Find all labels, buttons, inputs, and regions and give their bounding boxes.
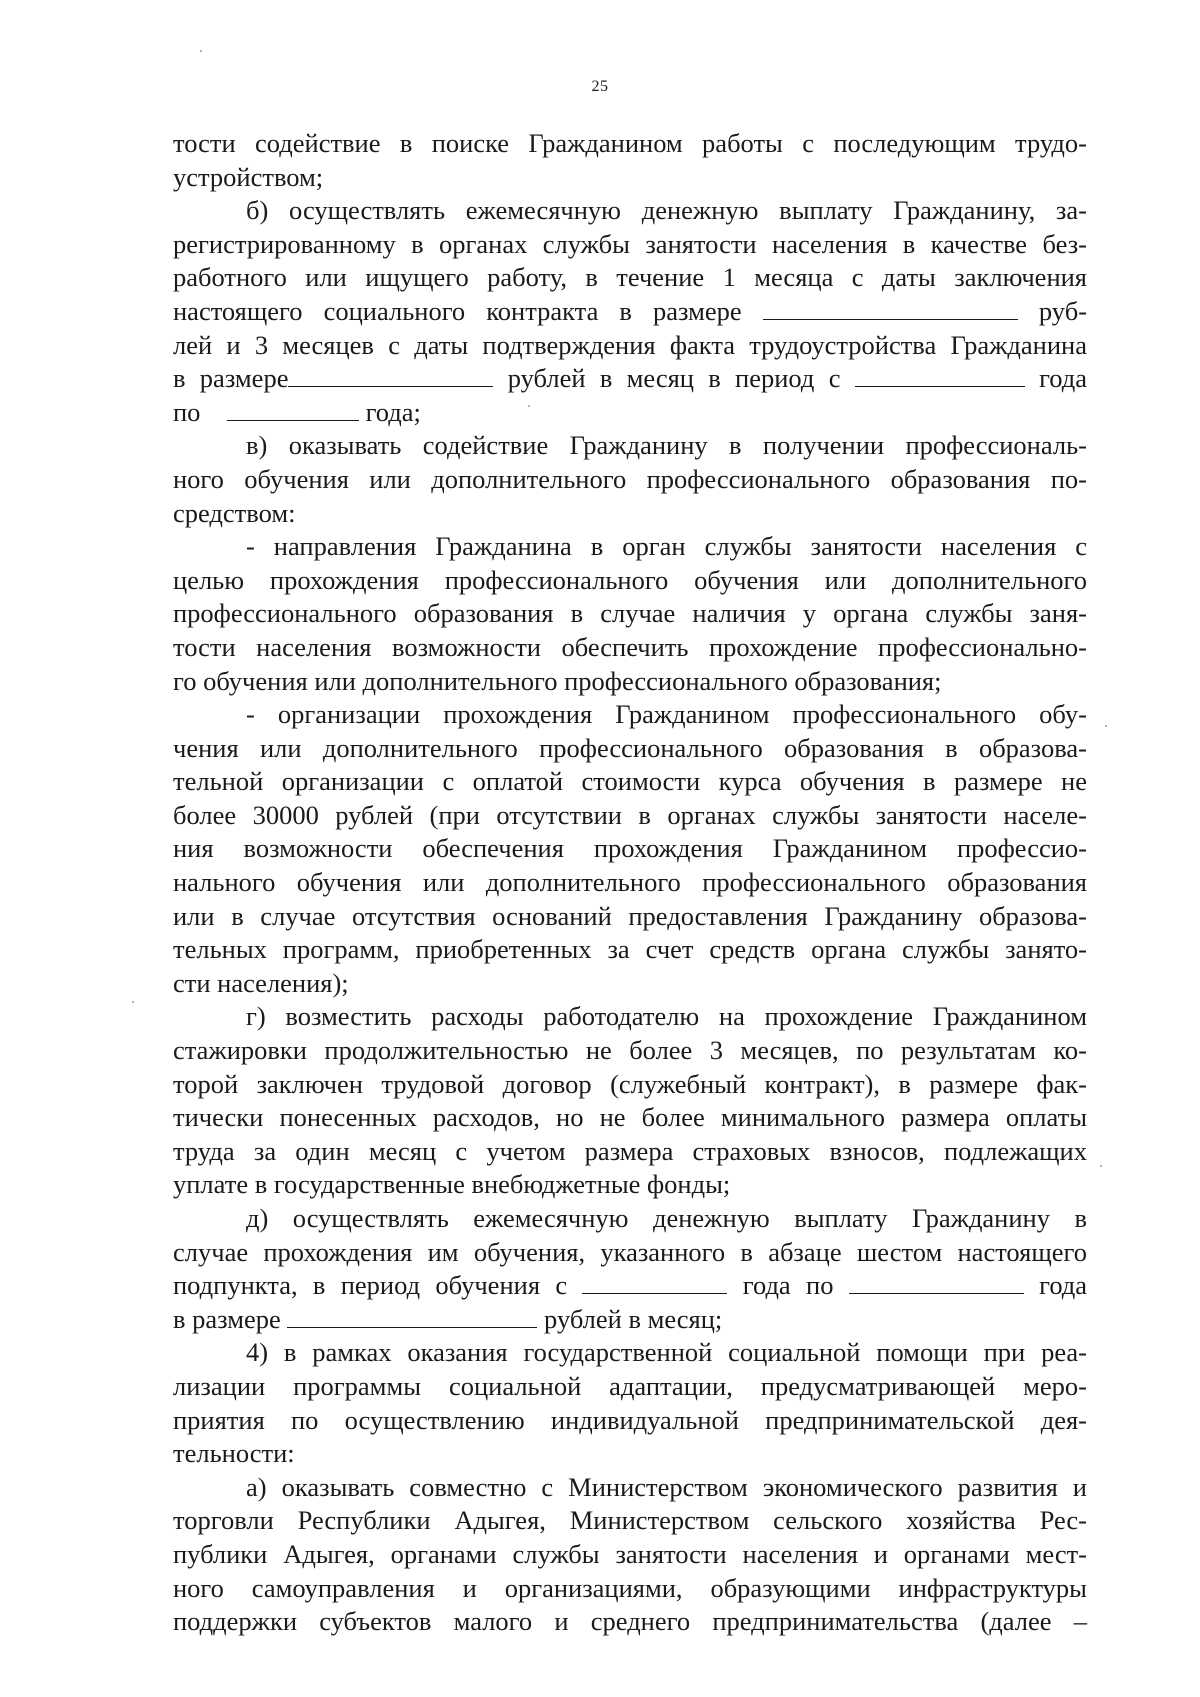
text-line: г) возместить расходы работодателю на прохождение Гражданином (246, 1001, 1087, 1032)
text-line: - направления Гражданина в орган службы занятости населения с (246, 531, 1087, 562)
text-line: тельности: (173, 1438, 295, 1469)
text-line: лей и 3 месяцев с даты подтверждения факта трудоустройства Гражданина (173, 329, 1087, 360)
text-line: б) осуществлять ежемесячную денежную выплату Гражданину, за- (246, 195, 1087, 226)
text-line: приятия по осуществлению индивидуальной предпринимательской дея- (173, 1404, 1087, 1435)
text-fragment: рублей в месяц; (544, 1303, 723, 1334)
scan-speck (200, 50, 202, 52)
text-line: нального обучения или дополнительного профессионального образования (173, 867, 1087, 898)
text-line: регистрированному в органах службы занятости населения в качестве без- (173, 228, 1087, 259)
text-line-with-blank (173, 396, 1087, 430)
text-line: ного обучения или дополнительного профессионального образования по- (173, 463, 1087, 494)
text-fragment: рублей в месяц в период с (507, 363, 841, 394)
paragraph-4 (173, 1336, 1087, 1470)
text-line: д) осуществлять ежемесячную денежную выплату Гражданину в (246, 1203, 1087, 1233)
text-fragment: настоящего социального контракта в размере (173, 295, 742, 326)
paragraph-g (173, 1000, 1087, 1202)
text-line: ного самоуправления и организациями, образующими инфраструктуры (173, 1572, 1087, 1603)
text-line: публики Адыгея, органами службы занятости населения и органами мест- (173, 1538, 1087, 1569)
text-fragment: года по (742, 1270, 834, 1301)
text-fragment: года; (365, 396, 421, 427)
scan-speck (528, 405, 530, 407)
text-fragment: по (173, 396, 201, 427)
text-fragment: в размере (173, 363, 289, 394)
text-line: - организации прохождения Гражданином профессионального обу- (246, 699, 1087, 730)
monthly-amount-blank[interactable] (288, 364, 493, 387)
text-line: тости содействие в поиске Гражданином работы с последующим трудо- (173, 128, 1087, 158)
text-line-with-blank (173, 1303, 1087, 1337)
paragraph-v (173, 429, 1087, 530)
text-line: го обучения или дополнительного профессионального образования; (173, 665, 942, 696)
text-line: тельной организации с оплатой стоимости курса обучения в размере не (173, 766, 1087, 797)
study-payment-amount-blank[interactable] (287, 1305, 537, 1328)
text-fragment: подпункта, в период обучения с (173, 1270, 568, 1301)
text-line: лизации программы социальной адаптации, предусматривающей меро- (173, 1370, 1087, 1401)
period-start-date-blank[interactable] (855, 364, 1025, 387)
text-line: более 30000 рублей (при отсутствии в органах службы занятости населе- (173, 799, 1087, 830)
text-line: случае прохождения им обучения, указанного в абзаце шестом настоящего (173, 1236, 1087, 1267)
text-fragment: года (1039, 363, 1088, 394)
text-line: тически понесенных расходов, но не более минимального размера оплаты (173, 1102, 1087, 1133)
study-end-date-blank[interactable] (849, 1271, 1024, 1294)
paragraph-b (173, 194, 1087, 429)
text-line: тельных программ, приобретенных за счет средств органа службы занято- (173, 934, 1087, 965)
text-fragment: руб- (1038, 295, 1088, 326)
text-line: или в случае отсутствия оснований предоставления Гражданину образова- (173, 900, 1087, 931)
text-line: тости населения возможности обеспечить прохождение профессионально- (173, 631, 1087, 662)
scan-speck (1100, 1165, 1102, 1167)
page-number: 25 (591, 78, 609, 95)
text-line: торговли Республики Адыгея, Министерством сельского хозяйства Рес- (173, 1505, 1087, 1536)
text-line: труда за один месяц с учетом размера страховых взносов, подлежащих (173, 1135, 1087, 1166)
text-line: торой заключен трудовой договор (служебный контракт), в размере фак- (173, 1068, 1087, 1099)
text-line-with-blank (173, 362, 1087, 396)
text-line: ния возможности обеспечения прохождения Гражданином профессио- (173, 833, 1087, 864)
scan-speck (1105, 725, 1107, 727)
text-line: чения или дополнительного профессионального образования в образова- (173, 732, 1087, 763)
text-line: поддержки субъектов малого и среднего предпринимательства (далее – (173, 1606, 1087, 1637)
text-line: сти населения); (173, 967, 349, 998)
text-line: в) оказывать содействие Гражданину в получении профессиональ- (246, 430, 1087, 461)
text-line: 4) в рамках оказания государственной социальной помощи при реа- (246, 1337, 1087, 1368)
paragraph-d (173, 1202, 1087, 1336)
study-start-date-blank[interactable] (582, 1271, 727, 1294)
scan-speck (132, 1001, 134, 1003)
period-end-date-blank[interactable] (227, 398, 359, 421)
text-fragment: в размере (173, 1303, 281, 1334)
text-line-with-blank (173, 295, 1087, 329)
paragraph-referral (173, 530, 1087, 698)
text-line: устройством; (173, 161, 324, 192)
paragraph-organization (173, 698, 1087, 1000)
payment-amount-blank[interactable] (763, 297, 1018, 320)
paragraph-a (173, 1471, 1087, 1639)
text-line: а) оказывать совместно с Министерством экономического развития и (246, 1471, 1087, 1502)
document-body (173, 127, 1087, 1639)
text-line: целью прохождения профессионального обучения или дополнительного (173, 564, 1087, 595)
text-line: стажировки продолжительностью не более 3 месяцев, по результатам ко- (173, 1035, 1087, 1066)
paragraph-continuation (173, 127, 1087, 194)
text-fragment: года (1039, 1270, 1088, 1301)
text-line: средством: (173, 497, 296, 528)
text-line: профессионального образования в случае наличия у органа службы заня- (173, 598, 1087, 629)
text-line: уплате в государственные внебюджетные фонды; (173, 1169, 731, 1200)
text-line-with-blank (173, 1269, 1087, 1303)
text-line: работного или ищущего работу, в течение 1 месяца с даты заключения (173, 262, 1087, 293)
